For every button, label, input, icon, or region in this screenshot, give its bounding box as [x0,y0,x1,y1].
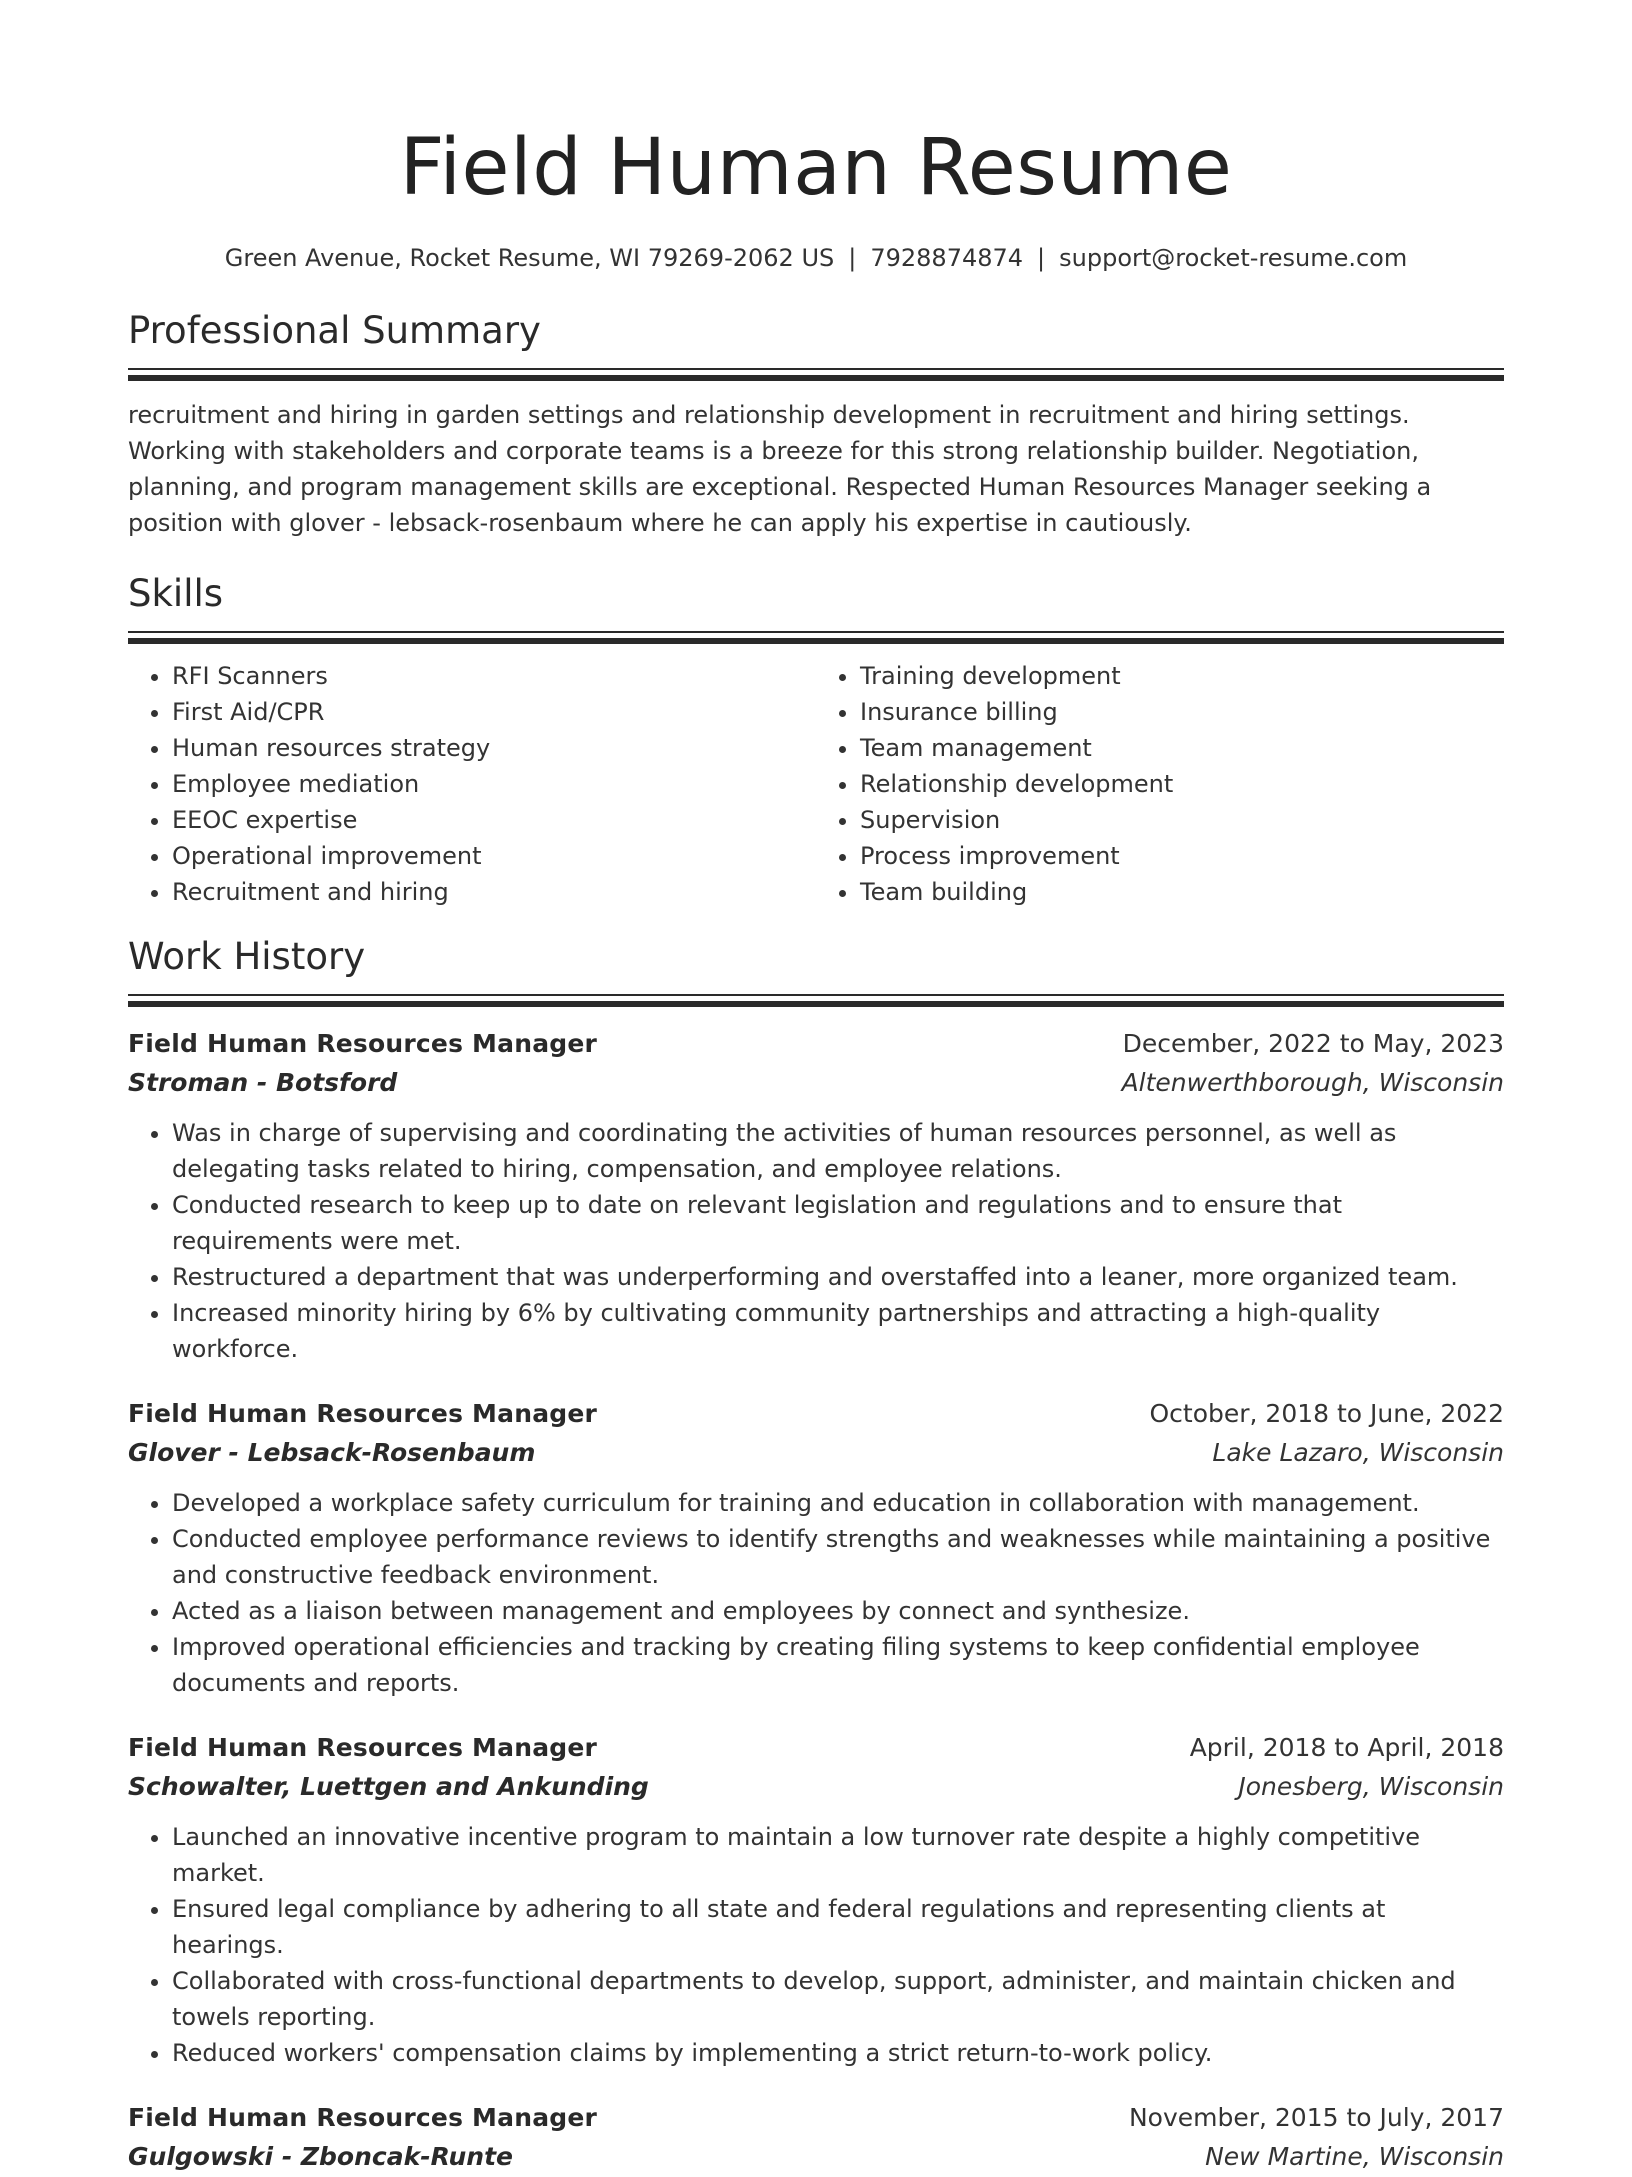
job-duty: • Restructured a department that was underperforming and overstaffed into a leaner, more organized team. [172,1259,1504,1295]
skill-item: • Recruitment and hiring [172,874,816,910]
resume-title: Field Human Resume [399,123,1233,213]
job-dates: April, 2018 to April, 2018 [1189,1733,1504,1762]
job-duty: • Reduced workers' compensation claims by implementing a strict return-to-work policy. [172,2035,1504,2071]
job-company: Gulgowski - Zboncak-Runte [128,2142,513,2171]
job-entry [128,1025,1504,1367]
summary-heading: Professional Summary [128,309,541,352]
job-duty: • Ensured legal compliance by adhering to all state and federal regulations and representing clients at hearings. [172,1891,1504,1963]
skills-list-left [128,658,816,910]
skill-item: • Team building [860,874,1504,910]
skill-item: • First Aid/CPR [172,694,816,730]
summary-section [128,308,1504,541]
job-title: Field Human Resources Manager [128,1733,598,1762]
work-history-heading: Work History [128,935,366,978]
skills-heading: Skills [128,572,224,615]
job-duty: • Launched an innovative incentive program to maintain a low turnover rate despite a highly competitive market. [172,1819,1504,1891]
skill-item: • RFI Scanners [172,658,816,694]
job-location: Altenwerthborough, Wisconsin [1121,1068,1504,1097]
skill-item: • Training development [860,658,1504,694]
contact-email: support@rocket-resume.com [1059,244,1408,272]
job-dates: November, 2015 to July, 2017 [1128,2103,1504,2132]
contact-phone: 7928874874 [870,244,1024,272]
contact-line [128,242,1504,274]
job-location: New Martine, Wisconsin [1205,2142,1504,2171]
job-entry [128,2099,1504,2177]
job-title: Field Human Resources Manager [128,1399,598,1428]
job-title: Field Human Resources Manager [128,1029,598,1058]
contact-separator: | [1037,244,1046,272]
job-duty: • Conducted employee performance reviews to identify strengths and weaknesses while maintaining a positive and constructive feedback environment. [172,1521,1504,1593]
skill-item: • Relationship development [860,766,1504,802]
summary-text: recruitment and hiring in garden settings and relationship development in recruitment and hiring settings. Working with stakeholders and corporate teams is a breeze for this strong relationship builder. Negotiation, planning, and program management skills are exceptional. Respected Human Resources Manager seeking a position with glover - lebsack-rosenbaum where he can apply his expertise in cautiously. [128,401,1432,537]
job-duty: • Collaborated with cross-functional departments to develop, support, administer, and maintain chicken and towels reporting. [172,1963,1504,2035]
skill-item: • Supervision [860,802,1504,838]
job-duties [128,1819,1504,2071]
skill-item: • EEOC expertise [172,802,816,838]
skill-item: • Team management [860,730,1504,766]
section-divider [128,994,1504,1007]
job-dates: December, 2022 to May, 2023 [1122,1029,1504,1058]
skill-item: • Process improvement [860,838,1504,874]
job-duty: • Was in charge of supervising and coordinating the activities of human resources personnel, as well as delegating tasks related to hiring, compensation, and employee relations. [172,1115,1504,1187]
skill-item: • Operational improvement [172,838,816,874]
job-dates: October, 2018 to June, 2022 [1149,1399,1504,1428]
job-duty: • Conducted research to keep up to date on relevant legislation and regulations and to ensure that requirements were met. [172,1187,1504,1259]
job-company: Schowalter, Luettgen and Ankunding [128,1772,649,1801]
job-duty: • Acted as a liaison between management and employees by connect and synthesize. [172,1593,1504,1629]
job-duties [128,1115,1504,1367]
section-divider [128,631,1504,644]
job-entry [128,1729,1504,2071]
skill-item: • Human resources strategy [172,730,816,766]
job-title: Field Human Resources Manager [128,2103,598,2132]
skills-list-right [816,658,1504,910]
work-history-section [128,934,1504,2177]
job-company: Stroman - Botsford [128,1068,398,1097]
contact-address: Green Avenue, Rocket Resume, WI 79269-2062 US [224,244,835,272]
job-location: Lake Lazaro, Wisconsin [1212,1438,1504,1467]
job-company: Glover - Lebsack-Rosenbaum [128,1438,536,1467]
job-location: Jonesberg, Wisconsin [1238,1772,1504,1801]
skill-item: • Employee mediation [172,766,816,802]
skill-item: • Insurance billing [860,694,1504,730]
job-entry [128,1395,1504,1701]
section-divider [128,368,1504,381]
skills-columns [128,658,1504,910]
job-duty: • Increased minority hiring by 6% by cultivating community partnerships and attracting a high-quality workforce. [172,1295,1504,1367]
skills-section [128,571,1504,910]
contact-separator: | [848,244,857,272]
job-duty: • Improved operational efficiencies and tracking by creating filing systems to keep confidential employee documents and reports. [172,1629,1504,1701]
job-duties [128,1485,1504,1701]
job-duty: • Developed a workplace safety curriculum for training and education in collaboration with management. [172,1485,1504,1521]
